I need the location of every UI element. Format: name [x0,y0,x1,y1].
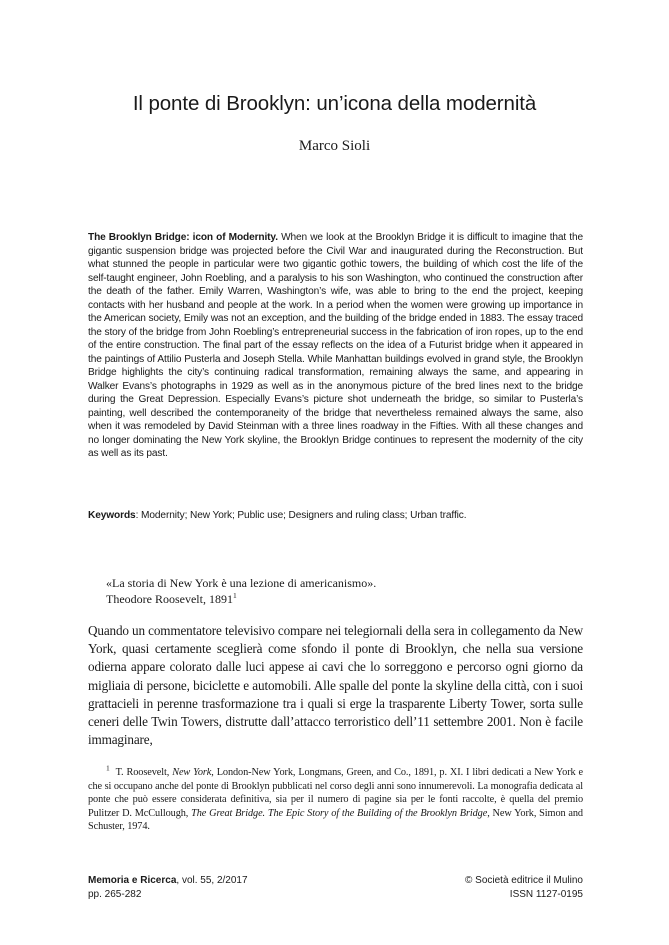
abstract [88,231,583,461]
footnote-ref[interactable]: 1 [232,590,237,600]
footer-publisher-info [465,874,583,901]
abstract-heading: The Brooklyn Bridge: icon of Modernity. [88,232,278,243]
footnote-work-1: New York [172,767,212,778]
body-paragraph: Quando un commentatore televisivo compare nei telegiornali della sera in collegamento da New York, quasi certamente sceglierà come sfondo il ponte di Brooklyn, che nella sua versione odierna appare colorato dalle luci appese ai cavi che lo sorreggono e percorso ogni giorno da migliaia di persone, biciclette e automobili. Alle spalle del ponte la skyline della città, con i suoi grattacieli in perenne trasformazione tra i quali si erge la trasparente Liberty Tower, sorta sulle ceneri delle Twin Towers, distrutte dall’attacco terroristico dell’11 settembre 2001. Non è facile immaginare, [88,623,583,748]
footer-journal-info [88,874,248,901]
footnote-text-3: , New York, Simon and Schuster, 1974. [88,807,583,833]
epigraph-quote: «La storia di New York è una lezione di americanismo». [106,576,377,590]
footnote-text-1: T. Roosevelt, [115,767,173,778]
footnote-number: 1 [106,763,110,773]
epigraph [106,576,506,607]
footnote-work-2: The Great Bridge. The Epic Story of the Building of the Brooklyn Bridge [191,807,488,819]
keywords [88,509,583,523]
keywords-list: : Modernity; New York; Public use; Designers and ruling class; Urban traffic. [135,510,467,521]
journal-pages: pp. 265-282 [88,888,142,900]
abstract-text: When we look at the Brooklyn Bridge it is difficult to imagine that the gigantic suspension bridge was projected before the Civil War and inaugurated during the Reconstruction. But what stunned the people in particular were two gigantic gothic towers, the building of which cost the life of the self-taught engineer, John Roebling, and a paralysis to his son Washington, who continued the construction after the death of the father. Emily Warren, Washington’s wife, was able to bring to the end the project, keeping contacts with her husband and people at the work. In a period when the women were growing up importance in the American society, Emily was not an exception, and the building of the bridge ended in 1883. The essay traced the story of the bridge from John Roebling’s entrepreneurial success in the fabrication of iron ropes, up to the end of the entire construction. The final part of the essay reflects on the idea of a Futurist bridge when it appeared in the paintings of Attilio Pusterla and Joseph Stella. While Manhattan buildings evolved in grand style, the Brooklyn Bridge highlights the city’s continuing radical transformation, remaining always the same, and appearing in Walker Evans’s photographs in 1929 as well as in the anonymous picture of the bred lines next to the bridge during the Great Depression. Especially Evans’s picture shot underneath the bridge, so similar to Pusterla’s painting, well described the contemporaneity of the bridge that nevertheless remained always the same, also when it was remodeled by David Steinman with a three lines roadway in the Fifties. With all these changes and no longer dominating the New York skyline, the Brooklyn Bridge continues to represent the modernity of the city as well as its past. [88,232,583,459]
issn: ISSN 1127-0195 [509,888,583,900]
journal-volume: , vol. 55, 2/2017 [176,875,248,886]
footnote-text-2: , London-New York, Longmans, Green, and Co., 1891, p. XI. I libri dedicati a New York e che si occupano anche del ponte di Brooklyn pubblicati nel corso degli anni sono innumerevoli. La monografia dedicata al ponte che può essere considerata definitiva, sia per il numero di pagine sia per le fonti raccolte, è quella del premio Pulitzer D. McCullough, [88,767,584,819]
footnote [88,763,584,834]
epigraph-attribution-line [106,592,506,608]
publisher: © Società editrice il Mulino [465,875,583,886]
article-author: Marco Sioli [298,138,371,154]
keywords-label: Keywords [88,510,136,521]
article-title: Il ponte di Brooklyn: un’icona della modernità [132,92,537,115]
journal-name: Memoria e Ricerca [88,875,177,886]
epigraph-attribution: Theodore Roosevelt, 1891 [106,591,233,606]
